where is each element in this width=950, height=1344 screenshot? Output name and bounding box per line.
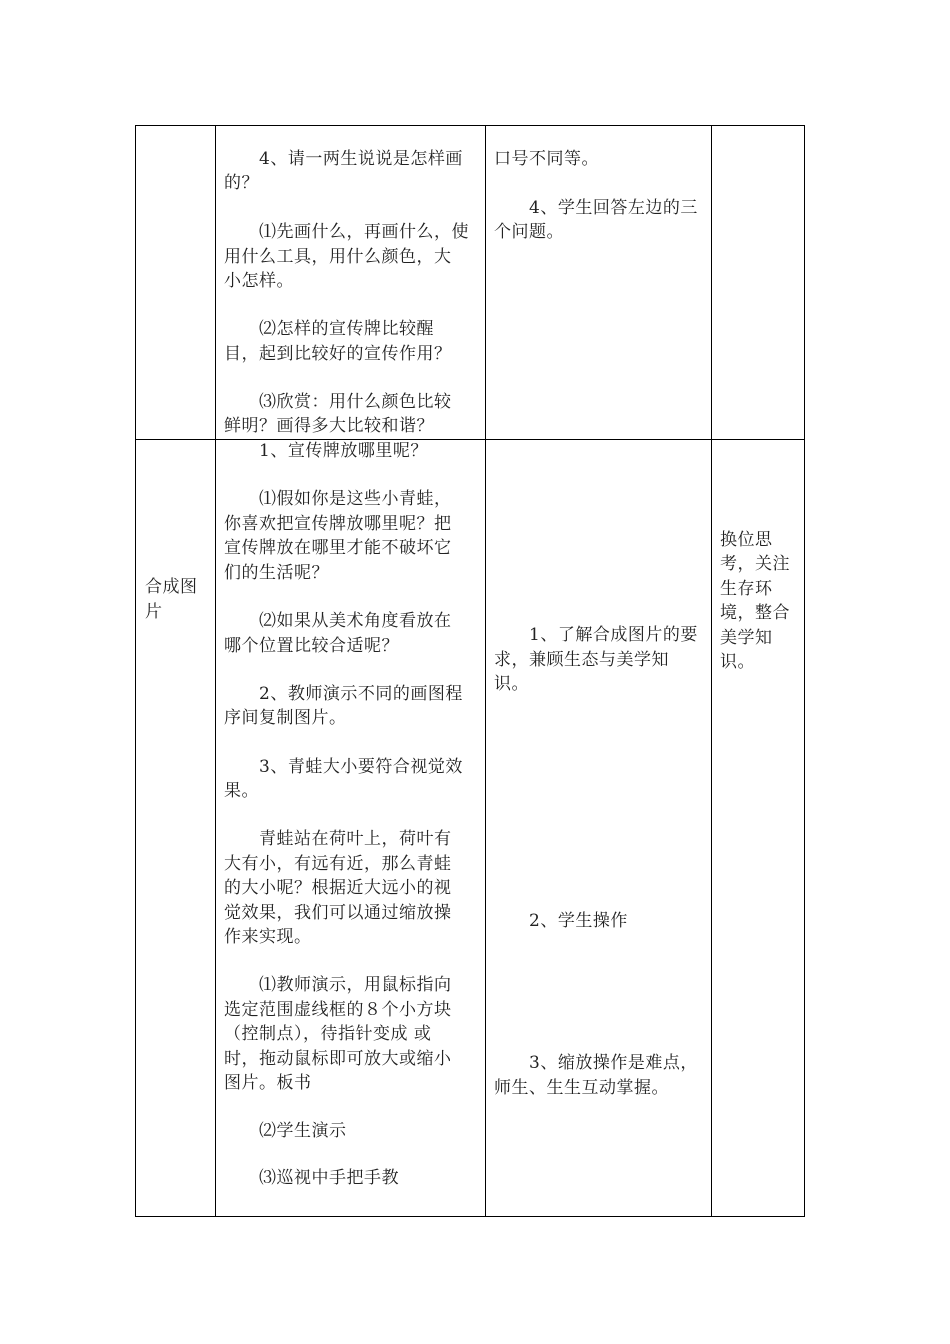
row2-col2-line: 们的生活呢？ [224, 563, 329, 583]
row2-col2-line: ⑵如果从美术角度看放在 [224, 611, 452, 631]
row2-col3-line: 1、了解合成图片的要 [494, 625, 698, 645]
row2-col2-line: 的大小呢？根据近大远小的视 [224, 878, 452, 898]
row2-col3-line: 识。 [494, 674, 529, 694]
row2-col2-line: ⑶巡视中手把手教 [224, 1168, 399, 1188]
row2-col2-line: 时，拖动鼠标即可放大或缩小 [224, 1049, 452, 1069]
row1-col2-line: ⑵怎样的宣传牌比较醒 [224, 319, 434, 339]
row2-col2-line: ⑴教师演示，用鼠标指向 [224, 975, 452, 995]
row2-col2-line: 觉效果，我们可以通过缩放操 [224, 903, 452, 923]
row2-col2-line: 果。 [224, 781, 259, 801]
row1-col3-line: 口号不同等。 [494, 149, 599, 169]
row2-col2-line: 2、教师演示不同的画图程 [224, 684, 463, 704]
row2-col2-line: 作来实现。 [224, 927, 312, 947]
row1-col2-line: 鲜明？画得多大比较和谐？ [224, 416, 434, 436]
row2-col4-line: 生存环 [720, 579, 773, 599]
row2-col2-line: 序间复制图片。 [224, 708, 347, 728]
row1-col2-line: 4、请一两生说说是怎样画 [224, 149, 463, 169]
row2-col2-line: 宣传牌放在哪里才能不破坏它 [224, 538, 452, 558]
row1-col2-line: 目，起到比较好的宣传作用？ [224, 344, 452, 364]
row2-col4-line: 美学知 [720, 628, 773, 648]
row2-col2-line: （控制点），待指针变成 或 [224, 1024, 432, 1044]
row1-col2-line: ⑴先画什么，再画什么，使 [224, 222, 469, 242]
row2-col2-line: 大有小，有远有近，那么青蛙 [224, 854, 452, 874]
row2-col3-line: 2、学生操作 [494, 911, 628, 931]
row2-col4-line: 换位思 [720, 530, 773, 550]
row2-col2-line: 哪个位置比较合适呢？ [224, 636, 399, 656]
row2-col3-line: 求，兼顾生态与美学知 [494, 650, 669, 670]
row1-col2-line: 小怎样。 [224, 271, 294, 291]
row1-col3-line: 4、学生回答左边的三 [494, 198, 698, 218]
row2-col2-line: ⑵学生演示 [224, 1121, 347, 1141]
row2-col3-line: 师生、生生互动掌握。 [494, 1078, 669, 1098]
row1-col3-line: 个问题。 [494, 222, 564, 242]
row1-col2-line: 用什么工具，用什么颜色，大 [224, 247, 452, 267]
row2-col2-line: 1、宣传牌放哪里呢？ [224, 441, 428, 461]
row2-col2-line: 图片。板书 [224, 1073, 312, 1093]
row1-col2-line: ⑶欣赏：用什么颜色比较 [224, 392, 452, 412]
row2-col2-line: 选定范围虚线框的８个小方块 [224, 1000, 452, 1020]
row2-col4-line: 境，整合 [720, 603, 790, 623]
row2-col2-line: 青蛙站在荷叶上，荷叶有 [224, 829, 452, 849]
section-title-line: 合成图 [145, 577, 198, 597]
row2-col2-line: 3、青蛙大小要符合视觉效 [224, 757, 463, 777]
column-divider-3 [711, 126, 712, 1216]
column-divider-1 [215, 126, 216, 1216]
row2-col3-line: 3、缩放操作是难点， [494, 1053, 698, 1073]
column-divider-2 [485, 126, 486, 1216]
row2-col4-line: 识。 [720, 652, 755, 672]
row2-col4-line: 考，关注 [720, 554, 790, 574]
section-title-line: 片 [145, 602, 163, 622]
row2-col2-line: ⑴假如你是这些小青蛙， [224, 489, 452, 509]
row2-col2-line: 你喜欢把宣传牌放哪里呢？把 [224, 514, 452, 534]
row1-col2-line: 的？ [224, 173, 259, 193]
